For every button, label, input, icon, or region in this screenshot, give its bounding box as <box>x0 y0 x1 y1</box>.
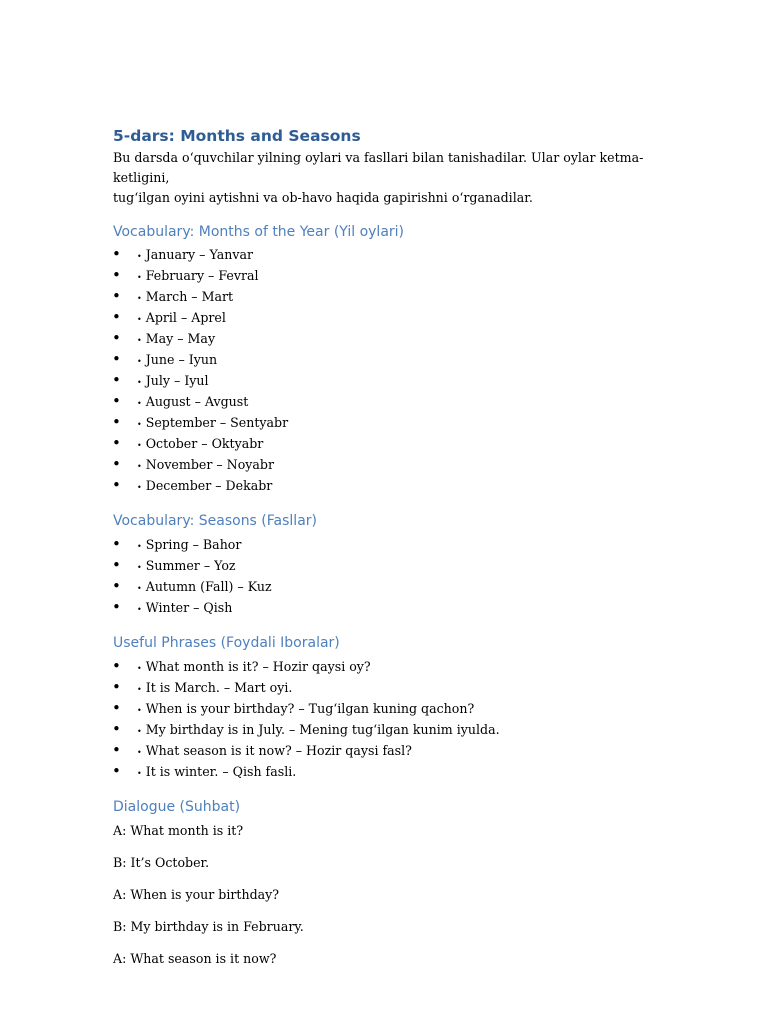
bullet-icon: • <box>112 392 121 410</box>
list-item <box>113 577 673 598</box>
list-item-text: When is your birthday? – Tug‘ilgan kuning qachon? <box>145 701 475 716</box>
dialogue-line: B: My birthday is in February. <box>113 919 304 934</box>
list-item <box>113 762 673 783</box>
list-item <box>113 657 673 678</box>
list-item-text: It is March. – Mart oyi. <box>145 680 293 695</box>
list-item-text: Winter – Qish <box>145 600 233 615</box>
intro-paragraph <box>113 148 673 208</box>
bullet-icon: • <box>112 350 121 368</box>
bullet-icon: • <box>112 720 121 738</box>
phrases-heading: Useful Phrases (Foydali Iboralar) <box>113 635 340 651</box>
bullet-icon: • <box>112 699 121 717</box>
bullet-icon: • <box>112 476 121 494</box>
middle-dot-icon: • <box>137 563 142 572</box>
bullet-icon: • <box>112 455 121 473</box>
seasons-list <box>113 535 673 619</box>
bullet-icon: • <box>112 741 121 759</box>
list-item <box>113 598 673 619</box>
list-item-text: October – Oktyabr <box>145 436 264 451</box>
middle-dot-icon: • <box>137 584 142 593</box>
dialogue-block <box>113 821 673 968</box>
middle-dot-icon: • <box>137 336 142 345</box>
middle-dot-icon: • <box>137 462 142 471</box>
list-item <box>113 476 673 497</box>
months-list <box>113 245 673 497</box>
middle-dot-icon: • <box>137 605 142 614</box>
middle-dot-icon: • <box>137 273 142 282</box>
list-item <box>113 392 673 413</box>
middle-dot-icon: • <box>137 294 142 303</box>
list-item <box>113 245 673 266</box>
middle-dot-icon: • <box>137 542 142 551</box>
list-item <box>113 266 673 287</box>
list-item <box>113 678 673 699</box>
list-item <box>113 413 673 434</box>
list-item <box>113 720 673 741</box>
list-item-text: My birthday is in July. – Mening tug‘ilgan kunim iyulda. <box>145 722 500 737</box>
list-item <box>113 350 673 371</box>
dialogue-line: A: What month is it? <box>113 823 244 838</box>
middle-dot-icon: • <box>137 441 142 450</box>
list-item <box>113 455 673 476</box>
list-item-text: June – Iyun <box>145 352 218 367</box>
list-item <box>113 287 673 308</box>
list-item-text: What month is it? – Hozir qaysi oy? <box>145 659 371 674</box>
list-item-text: February – Fevral <box>145 268 259 283</box>
intro-line-1: Bu darsda o‘quvchilar yilning oylari va fasllari bilan tanishadilar. Ular oylar ketma-ketligini, <box>113 150 644 185</box>
seasons-heading: Vocabulary: Seasons (Fasllar) <box>113 513 317 529</box>
dialogue-heading: Dialogue (Suhbat) <box>113 799 241 815</box>
list-item <box>113 556 673 577</box>
bullet-icon: • <box>112 556 121 574</box>
list-item-text: Autumn (Fall) – Kuz <box>145 579 272 594</box>
list-item-text: What season is it now? – Hozir qaysi fasl? <box>145 743 412 758</box>
bullet-icon: • <box>112 762 121 780</box>
list-item <box>113 535 673 556</box>
list-item <box>113 371 673 392</box>
bullet-icon: • <box>112 308 121 326</box>
bullet-icon: • <box>112 266 121 284</box>
middle-dot-icon: • <box>137 399 142 408</box>
bullet-icon: • <box>112 434 121 452</box>
bullet-icon: • <box>112 287 121 305</box>
list-item-text: March – Mart <box>145 289 234 304</box>
intro-line-2: tug‘ilgan oyini aytishni va ob-havo haqida gapirishni o‘rganadilar. <box>113 190 533 205</box>
middle-dot-icon: • <box>137 706 142 715</box>
bullet-icon: • <box>112 329 121 347</box>
middle-dot-icon: • <box>137 748 142 757</box>
months-heading: Vocabulary: Months of the Year (Yil oylari) <box>113 224 405 240</box>
list-item-text: April – Aprel <box>145 310 226 325</box>
dialogue-line: B: It’s October. <box>113 855 210 870</box>
list-item <box>113 434 673 455</box>
list-item-text: It is winter. – Qish fasli. <box>145 764 297 779</box>
bullet-icon: • <box>112 657 121 675</box>
middle-dot-icon: • <box>137 252 142 261</box>
document-page <box>113 124 673 981</box>
lesson-title: 5-dars: Months and Seasons <box>113 127 361 145</box>
list-item <box>113 308 673 329</box>
dialogue-line: A: What season is it now? <box>113 951 277 966</box>
bullet-icon: • <box>112 598 121 616</box>
list-item-text: Spring – Bahor <box>145 537 242 552</box>
bullet-icon: • <box>112 535 121 553</box>
middle-dot-icon: • <box>137 357 142 366</box>
middle-dot-icon: • <box>137 685 142 694</box>
list-item-text: November – Noyabr <box>145 457 274 472</box>
list-item-text: Summer – Yoz <box>145 558 236 573</box>
middle-dot-icon: • <box>137 769 142 778</box>
bullet-icon: • <box>112 577 121 595</box>
bullet-icon: • <box>112 413 121 431</box>
middle-dot-icon: • <box>137 315 142 324</box>
middle-dot-icon: • <box>137 727 142 736</box>
list-item-text: August – Avgust <box>145 394 249 409</box>
bullet-icon: • <box>112 371 121 389</box>
bullet-icon: • <box>112 678 121 696</box>
list-item-text: January – Yanvar <box>145 247 254 262</box>
phrases-list <box>113 657 673 783</box>
list-item-text: July – Iyul <box>145 373 209 388</box>
list-item-text: December – Dekabr <box>145 478 273 493</box>
list-item-text: September – Sentyabr <box>145 415 289 430</box>
middle-dot-icon: • <box>137 483 142 492</box>
middle-dot-icon: • <box>137 420 142 429</box>
dialogue-line: A: When is your birthday? <box>113 887 280 902</box>
middle-dot-icon: • <box>137 378 142 387</box>
list-item <box>113 699 673 720</box>
list-item-text: May – May <box>145 331 216 346</box>
list-item <box>113 329 673 350</box>
middle-dot-icon: • <box>137 664 142 673</box>
list-item <box>113 741 673 762</box>
bullet-icon: • <box>112 245 121 263</box>
